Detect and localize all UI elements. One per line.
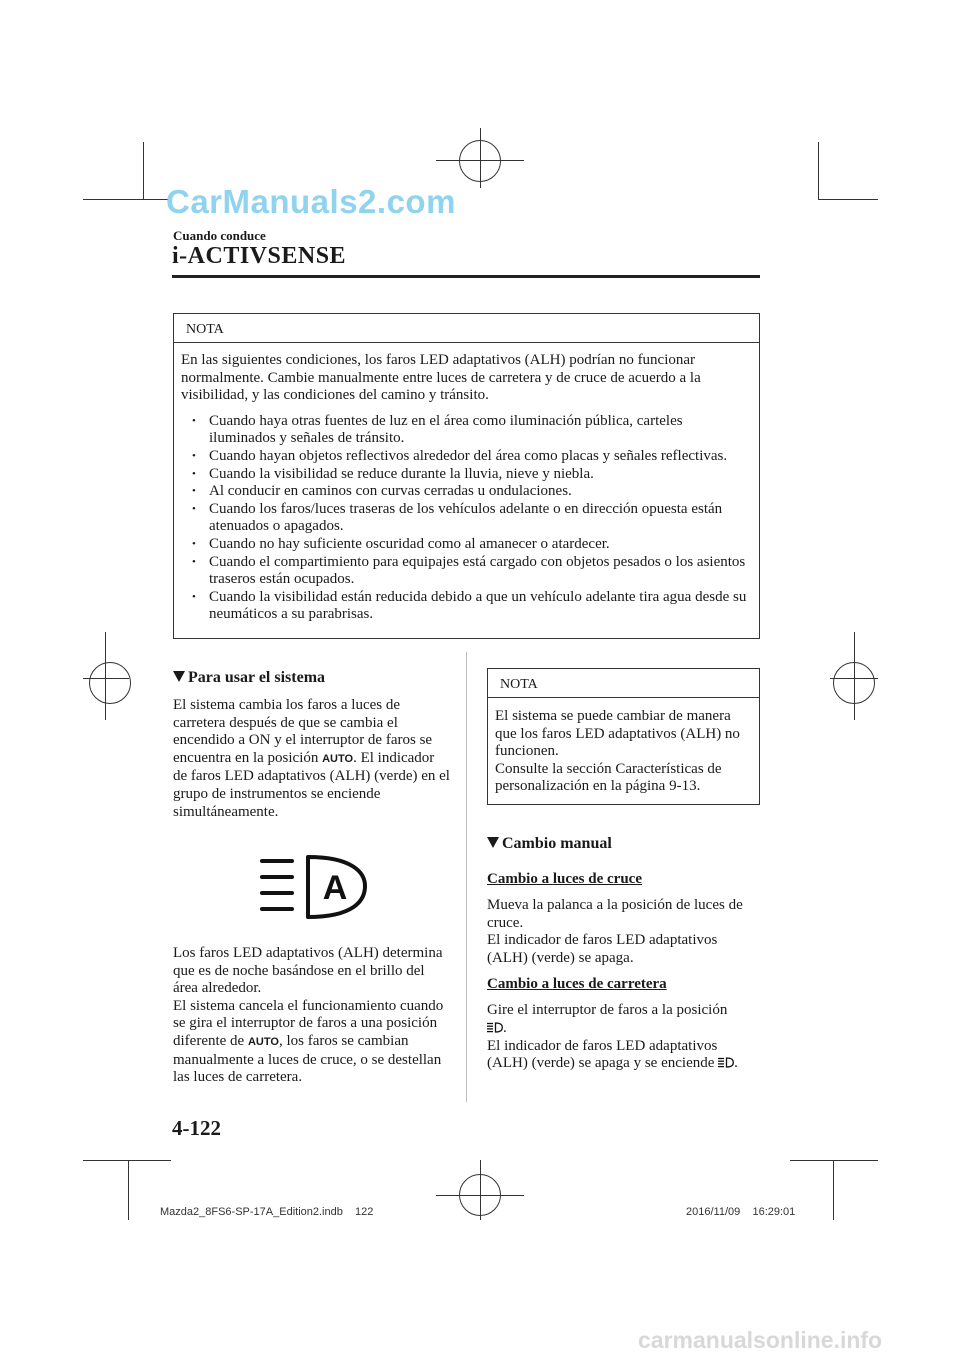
- list-item: • Cuando el compartimiento para equipajes está cargado con objetos pesados o los asientos traseros están ocupados.: [181, 554, 752, 589]
- svg-text:A: A: [322, 869, 348, 907]
- alh-indicator-icon: [258, 853, 370, 926]
- column-divider: [466, 652, 467, 1102]
- right-column: [487, 835, 761, 1073]
- list-item: • Cuando no hay suficiente oscuridad como al amanecer o atardecer.: [181, 536, 752, 554]
- left-column-lower: [173, 945, 451, 1087]
- section-heading-cambio: Cambio manual: [487, 835, 761, 853]
- paragraph: Mueva la palanca a la posición de luces de cruce.: [487, 897, 743, 931]
- subheading-carretera: Cambio a luces de carretera: [487, 976, 667, 993]
- watermark-top[interactable]: CarManuals2.com: [166, 183, 456, 220]
- paragraph: El sistema cancela el funcionamiento cuando se gira el interruptor de faros a una posición diferente de AUTO, los faros se cambian manualmente a luces de cruce, o se destellan las luces de carretera.: [173, 997, 444, 1086]
- watermark-bottom[interactable]: carmanualsonline.info: [638, 1327, 883, 1353]
- list-item: • Cuando hayan objetos reflectivos alrededor del área como placas y señales reflectivas.: [181, 448, 752, 466]
- high-beam-icon: [718, 1057, 734, 1068]
- triangle-bullet-icon: [173, 671, 185, 682]
- paragraph: El sistema cambia los faros a luces de carretera después de que se cambia el encendido a ON y el interruptor de faros se encuentra en la posición AUTO. El indicador de faros LED adaptativos (ALH) (verde) en el grupo de instrumentos se enciende simultáneamente.: [173, 697, 450, 820]
- page-title: i-ACTIVSENSE: [172, 243, 347, 269]
- note-intro: En las siguientes condiciones, los faros LED adaptativos (ALH) podrían no funcionar normalmente. Cambie manualmente entre luces de carretera y de cruce de acuerdo a la visibilidad, y las condiciones del camino y tránsito.: [181, 352, 701, 404]
- list-item: • Cuando haya otras fuentes de luz en el área como iluminación pública, carteles iluminados y señales de tránsito.: [181, 413, 752, 448]
- page-number: 4-122: [172, 1116, 221, 1140]
- auto-symbol: AUTO: [247, 1035, 279, 1048]
- note-label: NOTA: [500, 677, 538, 692]
- section-heading-usar: Para usar el sistema: [173, 669, 451, 687]
- note-box: [173, 313, 760, 639]
- list-item: • Cuando los faros/luces traseras de los vehículos adelante o en dirección opuesta están atenuados o apagados.: [181, 501, 752, 536]
- header-rule: [172, 275, 760, 278]
- paragraph: Los faros LED adaptativos (ALH) determina que es de noche basándose en el brillo del área alrededor.: [173, 945, 443, 997]
- section-label: Cuando conduce: [173, 228, 266, 243]
- note-box: [487, 668, 760, 805]
- note-label: NOTA: [186, 322, 224, 337]
- note-header: [488, 669, 759, 698]
- auto-symbol: AUTO: [322, 752, 354, 765]
- paragraph: Gire el interruptor de faros a la posición .: [487, 1002, 728, 1036]
- paragraph: El indicador de faros LED adaptativos (ALH) (verde) se apaga.: [487, 932, 718, 966]
- footer-date: 2016/11/09 16:29:01: [686, 1206, 796, 1218]
- note-text: El sistema se puede cambiar de manera que los faros LED adaptativos (ALH) no funcionen.: [495, 708, 740, 760]
- subheading-cruce: Cambio a luces de cruce: [487, 871, 642, 887]
- list-item: • Cuando la visibilidad se reduce durante la lluvia, nieve y niebla.: [181, 466, 752, 484]
- high-beam-icon: [487, 1022, 503, 1033]
- note-header: [174, 314, 759, 343]
- note-text: Consulte la sección Características de personalización en la página 9-13.: [495, 760, 722, 795]
- list-item: • Al conducir en caminos con curvas cerradas u ondulaciones.: [181, 483, 752, 501]
- note-bullet-list: [181, 413, 752, 624]
- paragraph: El indicador de faros LED adaptativos (ALH) (verde) se apaga y se enciende .: [487, 1037, 738, 1072]
- footer-file: Mazda2_8FS6-SP-17A_Edition2.indb 122: [160, 1206, 374, 1218]
- triangle-bullet-icon: [487, 837, 499, 848]
- left-column: [173, 669, 451, 821]
- list-item: • Cuando la visibilidad están reducida debido a que un vehículo adelante tira agua desde su neumáticos a su parabrisas.: [181, 589, 752, 624]
